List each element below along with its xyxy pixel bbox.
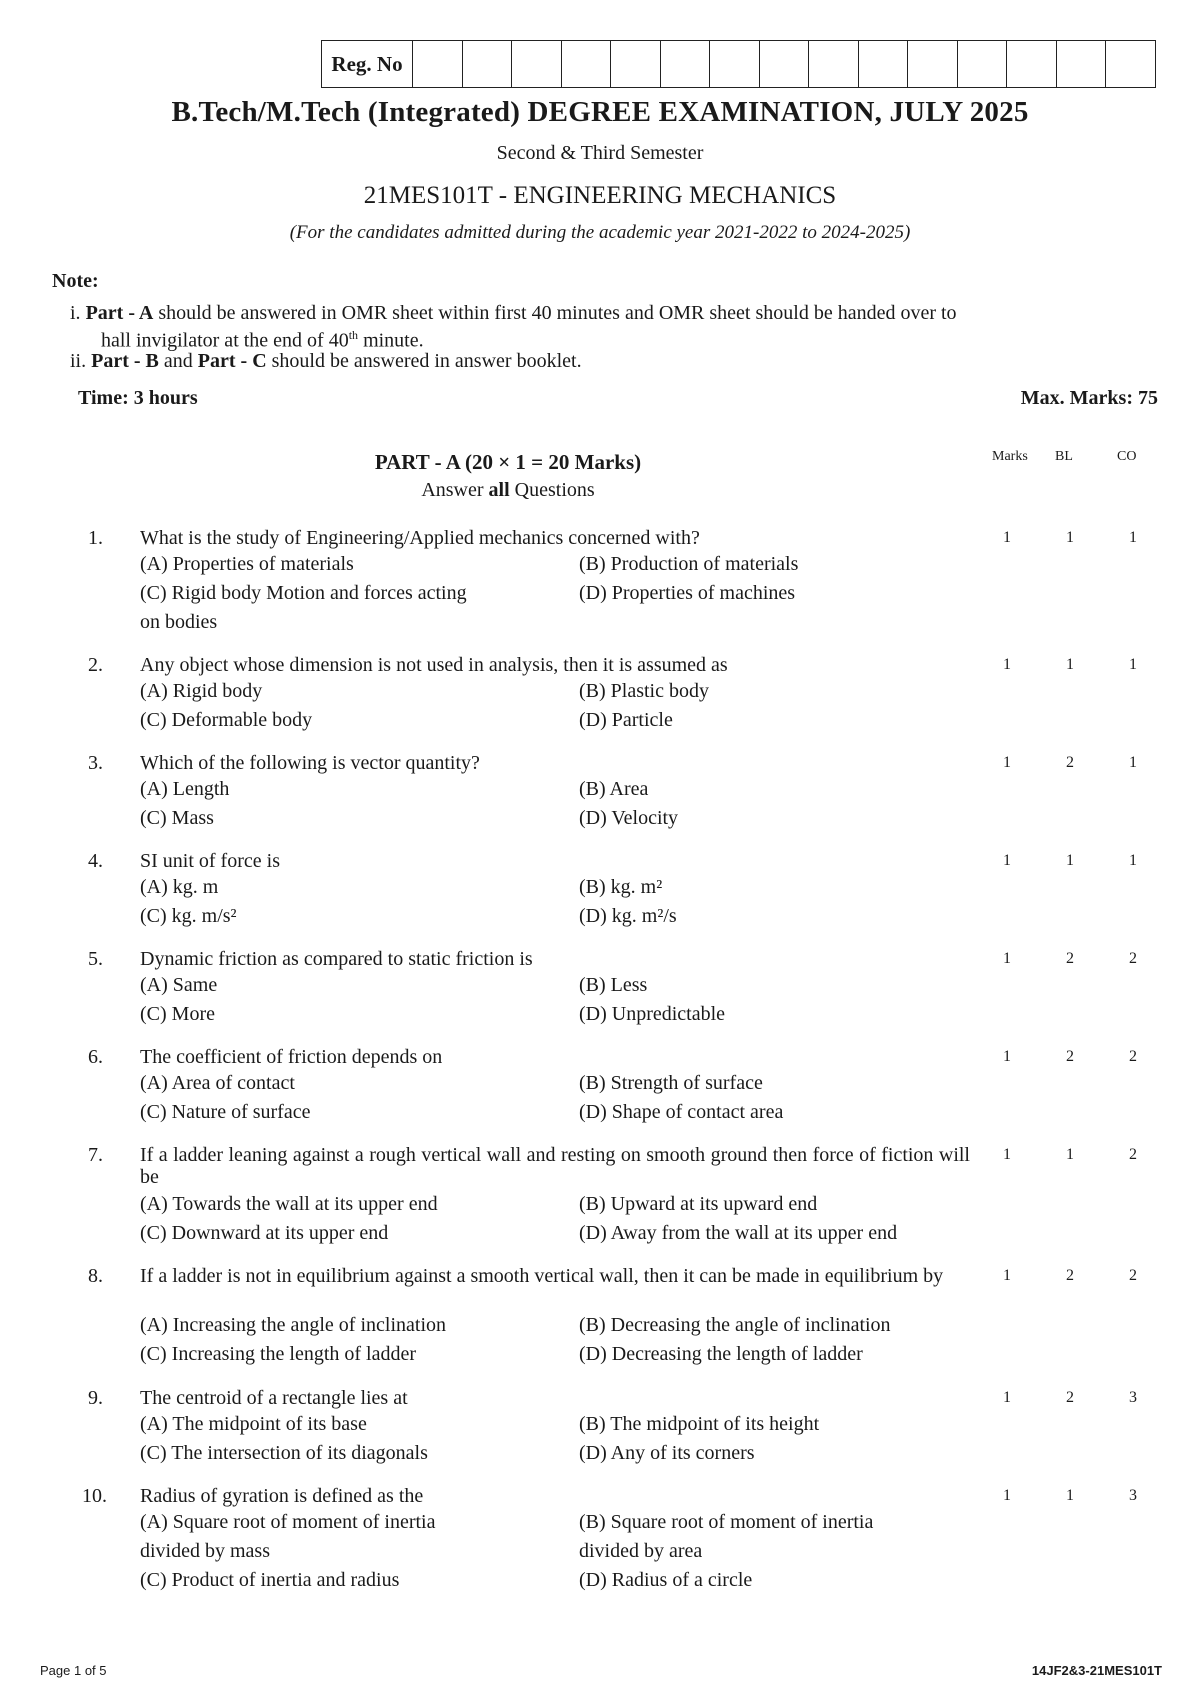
option-a: (A) Rigid body: [140, 680, 263, 702]
question-number: 8.: [88, 1265, 103, 1287]
bl-value: 2: [1066, 1267, 1074, 1284]
bl-value: 2: [1066, 754, 1074, 771]
option-b: (B) The midpoint of its height: [579, 1413, 820, 1435]
marks-value: 1: [1003, 1146, 1011, 1163]
reg-number-cell: [859, 41, 909, 87]
page-number: Page 1 of 5: [40, 1663, 107, 1678]
bl-value: 1: [1066, 656, 1074, 673]
option-d: (D) Particle: [579, 709, 673, 731]
question-number: 3.: [88, 752, 103, 774]
option-a: (A) kg. m: [140, 876, 219, 898]
co-value: 1: [1129, 754, 1137, 771]
option-c: (C) Downward at its upper end: [140, 1222, 389, 1244]
option-d: (D) Velocity: [579, 807, 679, 829]
note-part-c: Part - C: [197, 350, 267, 372]
question-text: The centroid of a rectangle lies at: [140, 1387, 408, 1409]
note-line-1b: [101, 324, 1191, 352]
question-text: If a ladder is not in equilibrium against a smooth vertical wall, then it can be made in equilibrium by: [140, 1265, 944, 1287]
option-c: (C) Rigid body Motion and forces acting on bodies: [140, 582, 467, 633]
reg-number-cell: [562, 41, 612, 87]
question-number: 9.: [88, 1387, 103, 1409]
note-line-2-text: should be answered in answer booklet.: [266, 350, 582, 372]
option-c: (C) Nature of surface: [140, 1101, 311, 1123]
question-text: Any object whose dimension is not used in analysis, then it is assumed as: [140, 654, 728, 676]
option-b: (B) Square root of moment of inertia divided by area: [579, 1511, 874, 1562]
option-b: (B) Plastic body: [579, 680, 709, 702]
part-a-title: PART - A (20 × 1 = 20 Marks): [374, 450, 642, 474]
bl-value: 2: [1066, 950, 1074, 967]
reg-number-cell: [760, 41, 810, 87]
column-marks: Marks: [992, 449, 1028, 464]
option-b: (B) Less: [579, 974, 648, 996]
marks-value: 1: [1003, 950, 1011, 967]
bl-value: 1: [1066, 529, 1074, 546]
reg-number-cell: [512, 41, 562, 87]
option-c: (C) Deformable body: [140, 709, 313, 731]
marks-value: 1: [1003, 529, 1011, 546]
reg-number-cell: [413, 41, 463, 87]
option-a: (A) Square root of moment of inertia divided by mass: [140, 1511, 436, 1562]
note-line-2-mid: and: [158, 350, 198, 372]
note-line-1b-end: minute.: [358, 329, 424, 352]
question-text: Radius of gyration is defined as the: [140, 1485, 424, 1507]
option-c: (C) Increasing the length of ladder: [140, 1343, 417, 1365]
option-d: (D) Unpredictable: [579, 1003, 726, 1025]
question-text: Which of the following is vector quantity?: [140, 752, 480, 774]
question-number: 5.: [88, 948, 103, 970]
reg-number-cell: [1106, 41, 1155, 87]
option-a: (A) Length: [140, 778, 230, 800]
co-value: 1: [1129, 852, 1137, 869]
marks-value: 1: [1003, 656, 1011, 673]
co-value: 2: [1129, 1146, 1137, 1163]
reg-number-cell: [661, 41, 711, 87]
question-text: The coefficient of friction depends on: [140, 1046, 443, 1068]
note-line-2-prefix: ii.: [70, 350, 92, 372]
option-c: (C) kg. m/s²: [140, 905, 237, 927]
marks-value: 1: [1003, 1048, 1011, 1065]
bl-value: 2: [1066, 1389, 1074, 1406]
option-b: (B) Upward at its upward end: [579, 1193, 818, 1215]
note-part-a: Part - A: [85, 302, 154, 324]
note-heading: Note:: [52, 270, 99, 292]
option-d: (D) Any of its corners: [579, 1442, 755, 1464]
question-number: 6.: [88, 1046, 103, 1068]
reg-number-cell: [1057, 41, 1107, 87]
option-c: (C) Product of inertia and radius: [140, 1569, 400, 1591]
bl-value: 2: [1066, 1048, 1074, 1065]
option-b: (B) kg. m²: [579, 876, 663, 898]
option-c: (C) Mass: [140, 807, 214, 829]
option-d: (D) Shape of contact area: [579, 1101, 784, 1123]
option-d: (D) Decreasing the length of ladder: [579, 1343, 863, 1365]
marks-value: 1: [1003, 1267, 1011, 1284]
bl-value: 1: [1066, 1146, 1074, 1163]
max-marks: Max. Marks: 75: [1020, 387, 1158, 409]
column-bl: BL: [1055, 449, 1073, 464]
co-value: 2: [1129, 1267, 1137, 1284]
option-a: (A) Area of contact: [140, 1072, 295, 1094]
bl-value: 1: [1066, 1487, 1074, 1504]
marks-value: 1: [1003, 1389, 1011, 1406]
reg-number-cell: [958, 41, 1008, 87]
marks-value: 1: [1003, 1487, 1011, 1504]
paper-code: 14JF2&3-21MES101T: [1031, 1663, 1162, 1678]
marks-value: 1: [1003, 852, 1011, 869]
admission-note: (For the candidates admitted during the academic year 2021-2022 to 2024-2025): [289, 222, 911, 243]
option-a: (A) Properties of materials: [140, 553, 354, 575]
reg-number-cell: [809, 41, 859, 87]
reg-number-cell: [1007, 41, 1057, 87]
reg-number-cell: [463, 41, 513, 87]
question-number: 7.: [88, 1144, 103, 1166]
instruction-post: Questions: [509, 479, 595, 501]
co-value: 1: [1129, 529, 1137, 546]
reg-number-label: Reg. No: [322, 41, 413, 87]
exam-title: B.Tech/M.Tech (Integrated) DEGREE EXAMINATION, JULY 2025: [171, 96, 1029, 128]
question-number: 1.: [88, 527, 103, 549]
option-b: (B) Decreasing the angle of inclination: [579, 1314, 891, 1336]
marks-value: 1: [1003, 754, 1011, 771]
note-line-1-text: should be answered in OMR sheet within first 40 minutes and OMR sheet should be handed over to: [153, 302, 957, 324]
question-text: What is the study of Engineering/Applied mechanics concerned with?: [140, 527, 700, 549]
option-a: (A) Increasing the angle of inclination: [140, 1314, 446, 1336]
co-value: 1: [1129, 656, 1137, 673]
question-text: SI unit of force is: [140, 850, 280, 872]
reg-number-cell: [908, 41, 958, 87]
reg-number-box: [321, 40, 1156, 88]
semester: Second & Third Semester: [496, 142, 704, 164]
option-a: (A) Towards the wall at its upper end: [140, 1193, 438, 1215]
option-b: (B) Production of materials: [579, 553, 799, 575]
note-line-1: [70, 302, 1160, 324]
bl-value: 1: [1066, 852, 1074, 869]
reg-number-cell: [611, 41, 661, 87]
option-c: (C) More: [140, 1003, 215, 1025]
co-value: 2: [1129, 1048, 1137, 1065]
option-d: (D) Away from the wall at its upper end: [579, 1222, 898, 1244]
note-line-1b-text: hall invigilator at the end of 40: [101, 329, 349, 352]
note-superscript: th: [348, 328, 359, 342]
course-title: 21MES101T - ENGINEERING MECHANICS: [363, 182, 837, 209]
question-number: 2.: [88, 654, 103, 676]
note-line-2: [70, 350, 1160, 372]
question-text: If a ladder leaning against a rough vertical wall and resting on smooth ground then force of fiction will be: [140, 1144, 970, 1188]
instruction-pre: Answer: [421, 479, 489, 501]
option-a: (A) The midpoint of its base: [140, 1413, 367, 1435]
option-d: (D) Radius of a circle: [579, 1569, 753, 1591]
note-line-1-prefix: i.: [70, 302, 86, 324]
option-a: (A) Same: [140, 974, 218, 996]
question-number: 4.: [88, 850, 103, 872]
part-a-instruction: [0, 479, 1016, 502]
reg-number-cell: [710, 41, 760, 87]
co-value: 3: [1129, 1389, 1137, 1406]
question-text: Dynamic friction as compared to static friction is: [140, 948, 533, 970]
note-part-b: Part - B: [91, 350, 159, 372]
co-value: 3: [1129, 1487, 1137, 1504]
question-number: 10.: [82, 1485, 107, 1507]
exam-time: Time: 3 hours: [78, 387, 198, 409]
option-c: (C) The intersection of its diagonals: [140, 1442, 428, 1464]
instruction-all: all: [488, 479, 510, 501]
co-value: 2: [1129, 950, 1137, 967]
option-b: (B) Area: [579, 778, 649, 800]
option-d: (D) kg. m²/s: [579, 905, 677, 927]
column-co: CO: [1117, 449, 1137, 464]
option-b: (B) Strength of surface: [579, 1072, 763, 1094]
option-d: (D) Properties of machines: [579, 582, 796, 604]
